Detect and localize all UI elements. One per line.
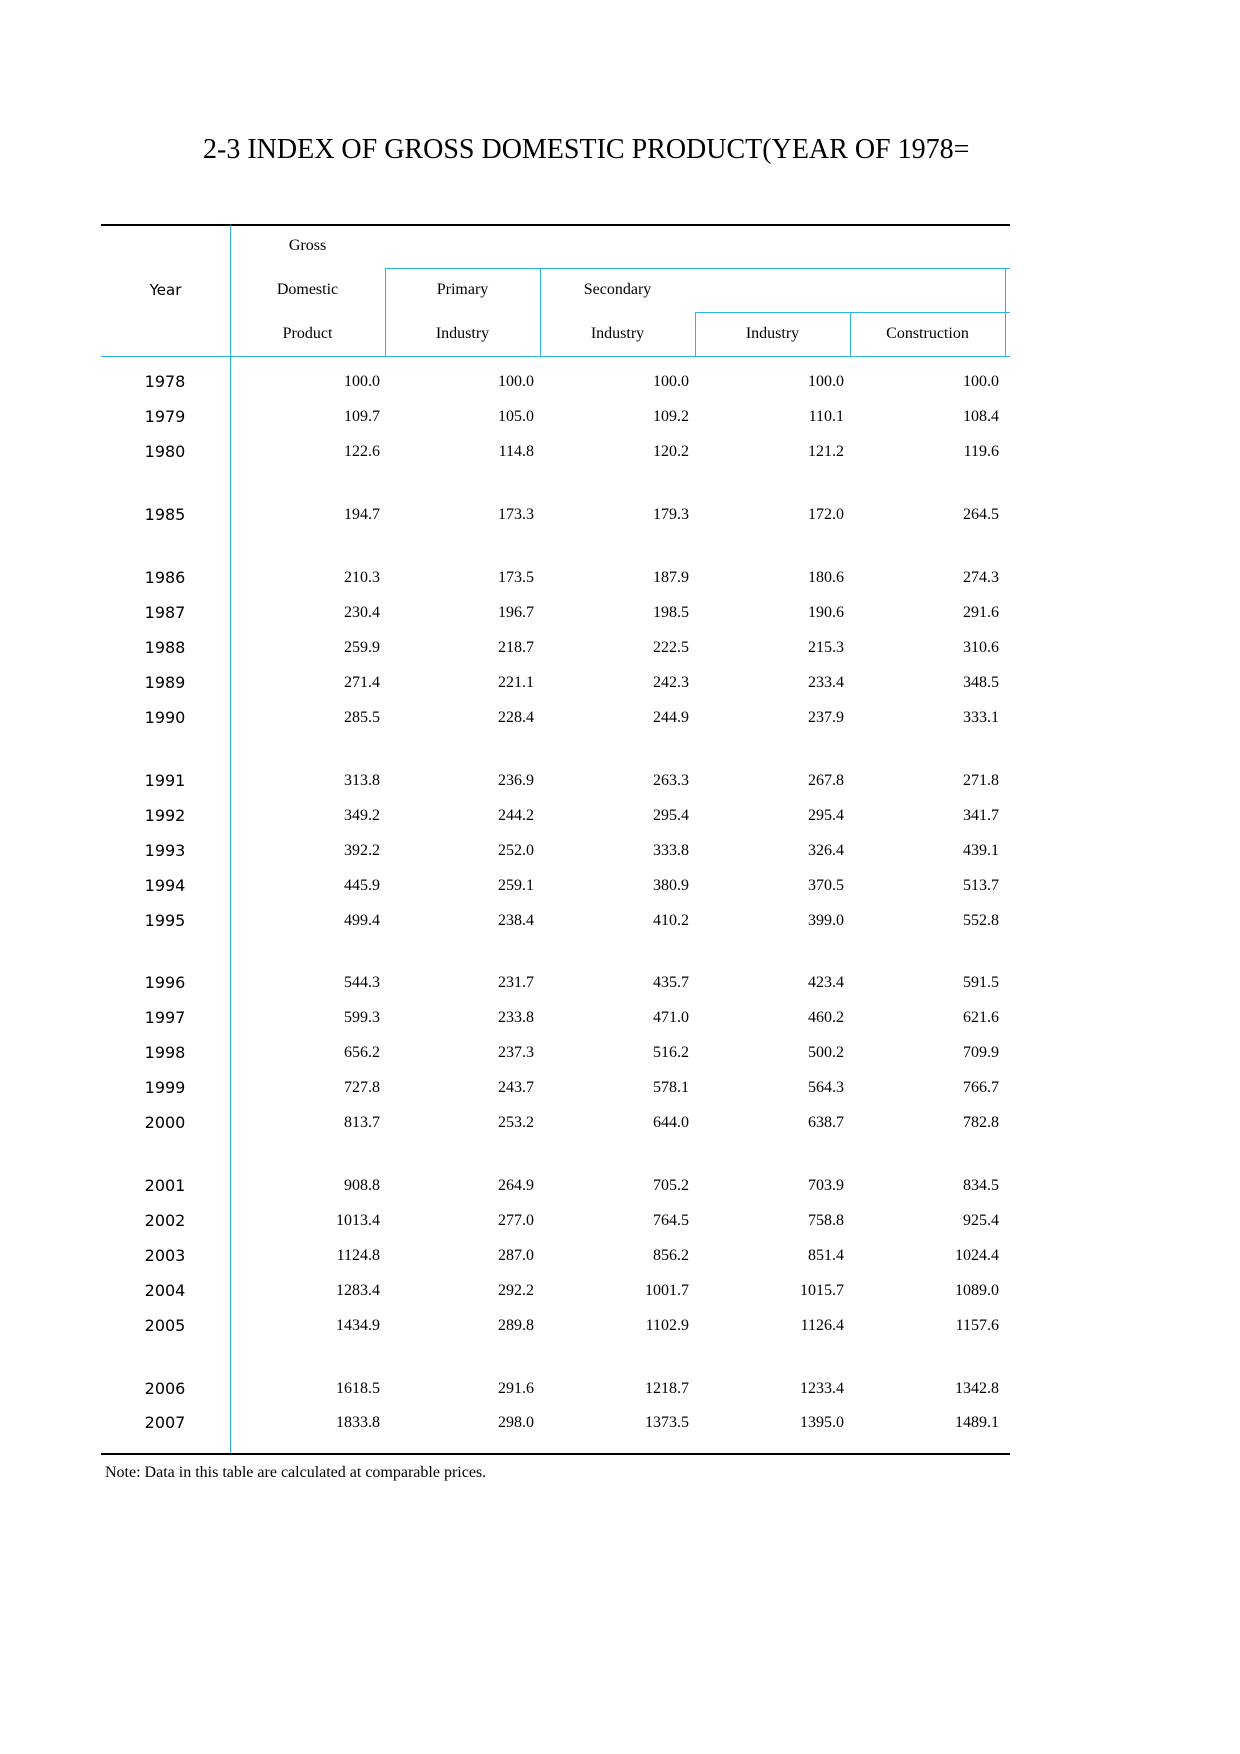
primary-cell: 228.4 xyxy=(498,709,534,726)
table-row xyxy=(0,407,1240,427)
table-row xyxy=(0,841,1240,861)
secondary-header-line2: Industry xyxy=(590,325,645,342)
secondary-cell: 856.2 xyxy=(653,1247,689,1264)
header-group-rule xyxy=(386,268,1010,269)
secondary-cell: 764.5 xyxy=(653,1212,689,1229)
construction-cell: 348.5 xyxy=(963,674,999,691)
industry-cell: 1395.0 xyxy=(800,1414,844,1431)
secondary-cell: 380.9 xyxy=(653,877,689,894)
industry-cell: 267.8 xyxy=(808,772,844,789)
table-row xyxy=(0,442,1240,462)
industry-cell: 326.4 xyxy=(808,842,844,859)
construction-cell: 782.8 xyxy=(963,1114,999,1131)
gdp-cell: 392.2 xyxy=(344,842,380,859)
gdp-header-line1: Gross xyxy=(288,237,327,254)
year-cell: 1996 xyxy=(144,973,186,992)
table-row xyxy=(0,1078,1240,1098)
construction-cell: 271.8 xyxy=(963,772,999,789)
table-row xyxy=(0,673,1240,693)
construction-cell: 709.9 xyxy=(963,1044,999,1061)
secondary-cell: 263.3 xyxy=(653,772,689,789)
table-row xyxy=(0,1113,1240,1133)
primary-cell: 259.1 xyxy=(498,877,534,894)
header-bottom-rule xyxy=(101,356,1010,357)
table-row xyxy=(0,1043,1240,1063)
secondary-header-line1: Secondary xyxy=(583,281,652,298)
table-row xyxy=(0,1246,1240,1266)
year-cell: 1994 xyxy=(144,876,186,895)
secondary-cell: 244.9 xyxy=(653,709,689,726)
construction-cell: 274.3 xyxy=(963,569,999,586)
industry-cell: 121.2 xyxy=(808,443,844,460)
gdp-cell: 1283.4 xyxy=(336,1282,380,1299)
primary-cell: 100.0 xyxy=(498,373,534,390)
industry-cell: 460.2 xyxy=(808,1009,844,1026)
primary-cell: 218.7 xyxy=(498,639,534,656)
primary-cell: 221.1 xyxy=(498,674,534,691)
construction-cell: 108.4 xyxy=(963,408,999,425)
year-cell: 2005 xyxy=(144,1316,186,1335)
table-row xyxy=(0,505,1240,525)
primary-cell: 114.8 xyxy=(498,443,534,460)
secondary-cell: 198.5 xyxy=(653,604,689,621)
industry-cell: 237.9 xyxy=(808,709,844,726)
construction-cell: 925.4 xyxy=(963,1212,999,1229)
year-cell: 1978 xyxy=(144,372,186,391)
gdp-cell: 313.8 xyxy=(344,772,380,789)
table-row xyxy=(0,1211,1240,1231)
secondary-cell: 1218.7 xyxy=(645,1380,689,1397)
secondary-cell: 578.1 xyxy=(653,1079,689,1096)
year-header: Year xyxy=(149,281,182,299)
table-row xyxy=(0,771,1240,791)
table-row xyxy=(0,1176,1240,1196)
year-cell: 1998 xyxy=(144,1043,186,1062)
year-cell: 1987 xyxy=(144,603,186,622)
secondary-cell: 435.7 xyxy=(653,974,689,991)
table-row xyxy=(0,806,1240,826)
primary-cell: 236.9 xyxy=(498,772,534,789)
secondary-cell: 179.3 xyxy=(653,506,689,523)
table-row xyxy=(0,708,1240,728)
gdp-cell: 210.3 xyxy=(344,569,380,586)
secondary-cell: 109.2 xyxy=(653,408,689,425)
table-row xyxy=(0,1281,1240,1301)
gdp-cell: 1618.5 xyxy=(336,1380,380,1397)
construction-cell: 591.5 xyxy=(963,974,999,991)
gdp-cell: 259.9 xyxy=(344,639,380,656)
secondary-cell: 1373.5 xyxy=(645,1414,689,1431)
industry-cell: 295.4 xyxy=(808,807,844,824)
industry-cell: 180.6 xyxy=(808,569,844,586)
year-cell: 1988 xyxy=(144,638,186,657)
primary-cell: 252.0 xyxy=(498,842,534,859)
gdp-cell: 499.4 xyxy=(344,912,380,929)
primary-header-line1: Primary xyxy=(436,281,489,298)
industry-cell: 851.4 xyxy=(808,1247,844,1264)
construction-header: Construction xyxy=(886,325,969,342)
construction-cell: 621.6 xyxy=(963,1009,999,1026)
gdp-cell: 271.4 xyxy=(344,674,380,691)
header-right-border xyxy=(1005,268,1006,356)
year-cell: 1990 xyxy=(144,708,186,727)
table-row xyxy=(0,638,1240,658)
secondary-cell: 1102.9 xyxy=(645,1317,689,1334)
industry-cell: 233.4 xyxy=(808,674,844,691)
year-cell: 1979 xyxy=(144,407,186,426)
industry-cell: 1126.4 xyxy=(800,1317,844,1334)
industry-header: Industry xyxy=(745,325,800,342)
construction-cell: 834.5 xyxy=(963,1177,999,1194)
industry-cell: 500.2 xyxy=(808,1044,844,1061)
construction-cell: 552.8 xyxy=(963,912,999,929)
gdp-cell: 727.8 xyxy=(344,1079,380,1096)
primary-cell: 196.7 xyxy=(498,604,534,621)
industry-cell: 1233.4 xyxy=(800,1380,844,1397)
year-cell: 2002 xyxy=(144,1211,186,1230)
table-bottom-rule xyxy=(101,1453,1010,1455)
industry-cell: 1015.7 xyxy=(800,1282,844,1299)
construction-cell: 1157.6 xyxy=(955,1317,999,1334)
secondary-cell: 187.9 xyxy=(653,569,689,586)
industry-cell: 399.0 xyxy=(808,912,844,929)
primary-cell: 238.4 xyxy=(498,912,534,929)
construction-cell: 291.6 xyxy=(963,604,999,621)
gdp-cell: 445.9 xyxy=(344,877,380,894)
year-cell: 2004 xyxy=(144,1281,186,1300)
gdp-cell: 908.8 xyxy=(344,1177,380,1194)
industry-cell: 110.1 xyxy=(808,408,844,425)
year-cell: 1991 xyxy=(144,771,186,790)
industry-cell: 638.7 xyxy=(808,1114,844,1131)
gdp-cell: 1124.8 xyxy=(336,1247,380,1264)
construction-cell: 1089.0 xyxy=(955,1282,999,1299)
industry-cell: 215.3 xyxy=(808,639,844,656)
year-cell: 2003 xyxy=(144,1246,186,1265)
industry-cell: 758.8 xyxy=(808,1212,844,1229)
secondary-cell: 1001.7 xyxy=(645,1282,689,1299)
gdp-cell: 230.4 xyxy=(344,604,380,621)
construction-cell: 264.5 xyxy=(963,506,999,523)
year-cell: 1989 xyxy=(144,673,186,692)
year-cell: 1999 xyxy=(144,1078,186,1097)
secondary-cell: 100.0 xyxy=(653,373,689,390)
industry-cell: 190.6 xyxy=(808,604,844,621)
gdp-cell: 1434.9 xyxy=(336,1317,380,1334)
year-cell: 1986 xyxy=(144,568,186,587)
secondary-cell: 516.2 xyxy=(653,1044,689,1061)
industry-cell: 100.0 xyxy=(808,373,844,390)
gdp-cell: 813.7 xyxy=(344,1114,380,1131)
page-title: 2-3 INDEX OF GROSS DOMESTIC PRODUCT(YEAR OF 1978= xyxy=(203,134,970,165)
gdp-cell: 122.6 xyxy=(344,443,380,460)
year-cell: 2000 xyxy=(144,1113,186,1132)
table-row xyxy=(0,1413,1240,1433)
gdp-cell: 285.5 xyxy=(344,709,380,726)
gdp-cell: 656.2 xyxy=(344,1044,380,1061)
year-cell: 1997 xyxy=(144,1008,186,1027)
table-row xyxy=(0,372,1240,392)
primary-cell: 264.9 xyxy=(498,1177,534,1194)
industry-cell: 370.5 xyxy=(808,877,844,894)
construction-cell: 513.7 xyxy=(963,877,999,894)
construction-cell: 333.1 xyxy=(963,709,999,726)
gdp-cell: 100.0 xyxy=(344,373,380,390)
industry-cell: 703.9 xyxy=(808,1177,844,1194)
construction-cell: 439.1 xyxy=(963,842,999,859)
table-row xyxy=(0,1379,1240,1399)
construction-cell: 341.7 xyxy=(963,807,999,824)
year-cell: 1993 xyxy=(144,841,186,860)
primary-cell: 291.6 xyxy=(498,1380,534,1397)
primary-cell: 105.0 xyxy=(498,408,534,425)
gdp-cell: 544.3 xyxy=(344,974,380,991)
table-row xyxy=(0,568,1240,588)
primary-cell: 292.2 xyxy=(498,1282,534,1299)
table-row xyxy=(0,1008,1240,1028)
construction-cell: 1489.1 xyxy=(955,1414,999,1431)
year-cell: 2007 xyxy=(144,1413,186,1432)
primary-cell: 237.3 xyxy=(498,1044,534,1061)
secondary-cell: 295.4 xyxy=(653,807,689,824)
gdp-cell: 1833.8 xyxy=(336,1414,380,1431)
gdp-cell: 1013.4 xyxy=(336,1212,380,1229)
primary-cell: 287.0 xyxy=(498,1247,534,1264)
header-subgroup-rule xyxy=(696,312,1010,313)
primary-cell: 173.3 xyxy=(498,506,534,523)
secondary-cell: 705.2 xyxy=(653,1177,689,1194)
gdp-cell: 349.2 xyxy=(344,807,380,824)
construction-cell: 1342.8 xyxy=(955,1380,999,1397)
construction-cell: 1024.4 xyxy=(955,1247,999,1264)
construction-cell: 310.6 xyxy=(963,639,999,656)
secondary-cell: 471.0 xyxy=(653,1009,689,1026)
secondary-cell: 120.2 xyxy=(653,443,689,460)
industry-cell: 423.4 xyxy=(808,974,844,991)
primary-cell: 243.7 xyxy=(498,1079,534,1096)
table-top-rule xyxy=(101,224,1010,226)
table-row xyxy=(0,973,1240,993)
primary-cell: 253.2 xyxy=(498,1114,534,1131)
table-row xyxy=(0,876,1240,896)
secondary-cell: 242.3 xyxy=(653,674,689,691)
construction-cell: 100.0 xyxy=(963,373,999,390)
gdp-header-line3: Product xyxy=(282,325,333,342)
primary-cell: 277.0 xyxy=(498,1212,534,1229)
industry-cell: 564.3 xyxy=(808,1079,844,1096)
gdp-cell: 109.7 xyxy=(344,408,380,425)
construction-cell: 766.7 xyxy=(963,1079,999,1096)
gdp-cell: 599.3 xyxy=(344,1009,380,1026)
industry-cell: 172.0 xyxy=(808,506,844,523)
year-cell: 2006 xyxy=(144,1379,186,1398)
secondary-cell: 333.8 xyxy=(653,842,689,859)
table-note: Note: Data in this table are calculated at comparable prices. xyxy=(105,1464,487,1481)
primary-cell: 298.0 xyxy=(498,1414,534,1431)
year-cell: 1995 xyxy=(144,911,186,930)
gdp-cell: 194.7 xyxy=(344,506,380,523)
secondary-cell: 644.0 xyxy=(653,1114,689,1131)
gdp-header-line2: Domestic xyxy=(276,281,339,298)
table-row xyxy=(0,603,1240,623)
year-cell: 1980 xyxy=(144,442,186,461)
secondary-cell: 410.2 xyxy=(653,912,689,929)
year-cell: 1985 xyxy=(144,505,186,524)
primary-cell: 289.8 xyxy=(498,1317,534,1334)
primary-cell: 173.5 xyxy=(498,569,534,586)
primary-header-line2: Industry xyxy=(435,325,490,342)
primary-cell: 231.7 xyxy=(498,974,534,991)
year-cell: 2001 xyxy=(144,1176,186,1195)
primary-cell: 233.8 xyxy=(498,1009,534,1026)
table-row xyxy=(0,1316,1240,1336)
secondary-cell: 222.5 xyxy=(653,639,689,656)
primary-cell: 244.2 xyxy=(498,807,534,824)
year-cell: 1992 xyxy=(144,806,186,825)
table-row xyxy=(0,911,1240,931)
construction-cell: 119.6 xyxy=(963,443,999,460)
